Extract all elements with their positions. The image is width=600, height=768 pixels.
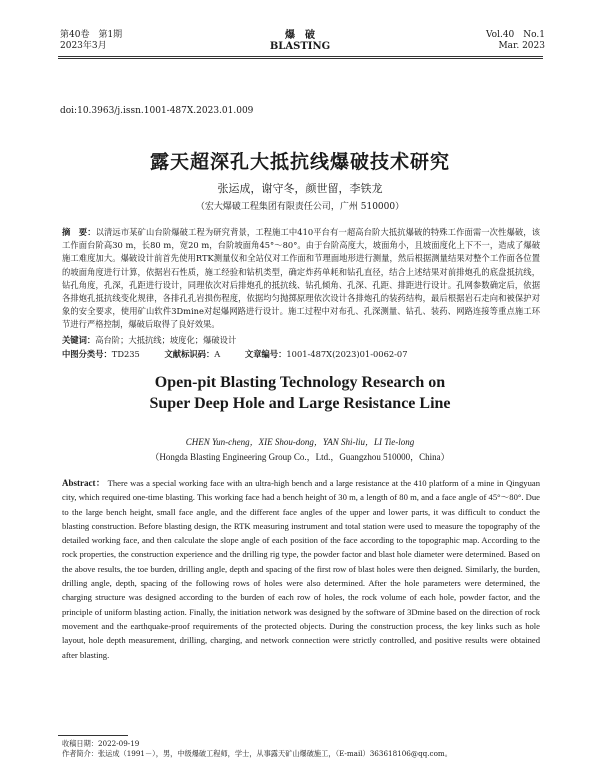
cn-abstract-text: 以清远市某矿山台阶爆破工程为研究背景，工程施工中410平台有一超高台阶大抵抗爆破的特殊工作面需一次性爆破，该工作面台阶高30 m，长80 m，宽20 m，台阶坡面角45°～80°。由于台阶高度大，坡面角小，且坡面度化上下不一，造成了爆破施工难度加大。爆破设计前首先使用RTK测量仪和全站仪对工作面和节理面地形进行测量，然后根据测量结果对整个工作面各位置的坡面角度进行计算，依据岩石性质，施工经验和钻机类型，确定炸药单耗和钻孔直径，结合上述结果对前排炮孔的底盘抵抗线，钻孔角度，孔深，孔距进行设计，同理依次对后排炮孔的抵抗线、钻孔倾角、孔深、孔距、排距进行设计。孔网参数确定后，依据各排炮孔抵抗线变化规律，各排孔孔岩损伤程度，依据均匀抛掷原理依次设计各排炮孔的装药结构，最后根据岩石走向和被保护对象的安全要求，使用矿山软件3Dmine对起爆网路进行设计。施工过程中对布孔、孔深测量、钻孔、装药、网路连接等重点施工环节进行严格控制，爆破后取得了良好效果。 [62,227,540,330]
clc-label: 中图分类号： [62,349,112,359]
en-title-line1: Open-pit Blasting Technology Research on [154,374,446,391]
journal-cn: 爆 破 [285,30,315,41]
volume-en: Vol.40 No.1 [485,30,545,40]
doc-code-label: 文献标识码： [164,349,215,359]
cn-abstract [62,226,540,332]
en-title [0,372,600,414]
classification-line [62,348,430,360]
header-right [486,30,545,52]
article-no-label: 文章编号： [244,349,287,359]
journal-en: BLASTING [269,41,331,52]
cn-abstract-label: 摘 要： [62,227,96,237]
footnote-rule [58,735,128,736]
cn-affiliation: （宏大爆破工程集团有限责任公司，广州 510000） [195,202,405,212]
en-affiliation: （Hongda Blasting Engineering Group Co.，Ltd.，Guangzhou 510000，China） [150,452,450,462]
en-abstract-text: There was a special working face with an ultra-high bench and a large resistance at the 410 platform of a mine in Qingyuan city, which required one-time blasting. This working face had a bench height of 30 m, a length of 80 m, and a face angle of 45°～80°. Due to the large bench height, small face angle, and the different face angles of the upper and lower parts, it was difficult to conduct the blasting construction. Before blasting design, the RTK measuring instrument and total station were used to measure the topography of the detailed working face, and then calculate the slope angle of each position of the face according to the topographic map. According to the rock properties, the construction experience and the drilling rig type, the powder factor and blast hole diameter were determined. Based on the above results, the toe burden, drilling angle, depth and spacing of the first row of blast holes were then deigned. Similarly, the burden, drilling angle, depth, spacing of the following rows of holes were also determined. After the hole parameters were determined, the charging structure was designed according to the burden of each row of holes, the rock volume of each hole, powder factor, and the principle of uniform blasting action. Finally, the initiation network was designed by the software of 3Dmine based on the direction of rock movement and the earthquake-proof requirements of the protected objects. During the construction process, the key links such as hole layout, hole depth measurement, drilling, charging, and network connection were strictly controlled, and positive results were obtained after blasting. [62,478,540,660]
doi: doi:10.3963/j.issn.1001-487X.2023.01.009 [60,106,254,116]
cn-keywords-text: 高台阶；大抵抗线；坡度化；爆破设计 [95,335,237,345]
doc-code-value: A [214,349,221,359]
header-rule-2 [58,58,543,59]
volume-cn: 第40卷 第1期 [60,30,123,40]
article-no-value: 1001-487X(2023)01-0062-07 [286,349,408,359]
en-abstract [62,476,540,662]
en-authors: CHEN Yun-cheng，XIE Shou-dong，YAN Shi-liu，LI Tie-long [185,437,415,447]
footnote-author: 作者简介：张运成（1991－），男，中级爆破工程师，学士，从事露天矿山爆破施工，（E-mail）363618106@qq.com。 [62,749,452,758]
en-abstract-label: Abstract： [62,478,106,488]
date-cn: 2023年3月 [60,41,107,51]
cn-title: 露天超深孔大抵抗线爆破技术研究 [149,151,450,173]
header-rule [58,56,543,57]
cn-keywords [62,334,540,347]
en-title-line2: Super Deep Hole and Large Resistance Line [149,395,451,412]
date-en: Mar. 2023 [498,41,545,51]
cn-keywords-label: 关键词： [62,335,96,345]
cn-authors: 张运成，谢守冬，颜世留，李铁龙 [217,182,383,195]
clc-value: TD235 [111,349,140,359]
footnote-received: 收稿日期：2022-09-19 [62,739,140,748]
